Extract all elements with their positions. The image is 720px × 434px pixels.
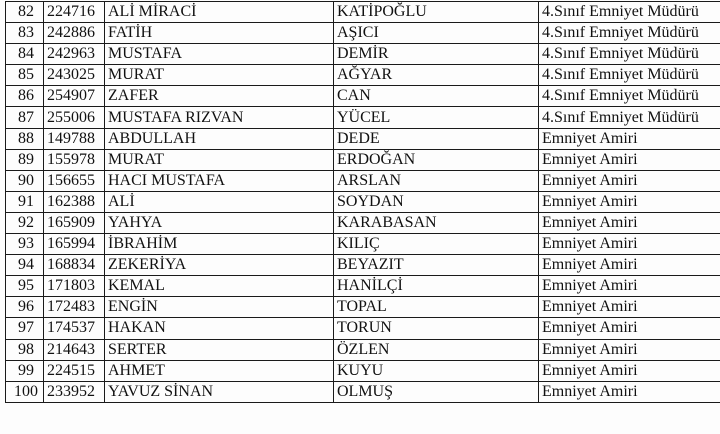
last-name-cell: KATİPOĞLU: [334, 2, 539, 23]
last-name-cell: YÜCEL: [334, 107, 539, 128]
last-name-cell: SOYDAN: [334, 191, 539, 212]
row-number-cell: 92: [6, 212, 44, 233]
rank-cell: 4.Sınıf Emniyet Müdürü: [539, 65, 720, 86]
table-row: [6, 318, 720, 339]
first-name-cell: İBRAHİM: [105, 234, 334, 255]
row-number-cell: 98: [6, 339, 44, 360]
rank-cell: Emniyet Amiri: [539, 234, 720, 255]
last-name-cell: DEMİR: [334, 44, 539, 65]
rank-cell: Emniyet Amiri: [539, 381, 720, 402]
first-name-cell: MUSTAFA RIZVAN: [105, 107, 334, 128]
table-row: [6, 297, 720, 318]
registry-number-cell: 255006: [44, 107, 105, 128]
table-row: [6, 339, 720, 360]
table-row: [6, 234, 720, 255]
first-name-cell: AHMET: [105, 360, 334, 381]
rank-cell: Emniyet Amiri: [539, 212, 720, 233]
table-row: [6, 360, 720, 381]
row-number-cell: 82: [6, 2, 44, 23]
table-row: [6, 191, 720, 212]
registry-number-cell: 165909: [44, 212, 105, 233]
first-name-cell: YAHYA: [105, 212, 334, 233]
last-name-cell: ARSLAN: [334, 170, 539, 191]
rank-cell: Emniyet Amiri: [539, 128, 720, 149]
last-name-cell: KARABASAN: [334, 212, 539, 233]
table-row: [6, 2, 720, 23]
last-name-cell: ÖZLEN: [334, 339, 539, 360]
registry-number-cell: 233952: [44, 381, 105, 402]
first-name-cell: MURAT: [105, 149, 334, 170]
rank-cell: 4.Sınıf Emniyet Müdürü: [539, 2, 720, 23]
registry-number-cell: 162388: [44, 191, 105, 212]
table-row: [6, 149, 720, 170]
last-name-cell: ERDOĞAN: [334, 149, 539, 170]
rank-cell: 4.Sınıf Emniyet Müdürü: [539, 44, 720, 65]
rank-cell: Emniyet Amiri: [539, 276, 720, 297]
row-number-cell: 94: [6, 255, 44, 276]
rank-cell: Emniyet Amiri: [539, 149, 720, 170]
row-number-cell: 87: [6, 107, 44, 128]
first-name-cell: ZAFER: [105, 86, 334, 107]
table-row: [6, 44, 720, 65]
row-number-cell: 97: [6, 318, 44, 339]
personnel-table: [5, 1, 720, 403]
first-name-cell: FATİH: [105, 23, 334, 44]
row-number-cell: 89: [6, 149, 44, 170]
registry-number-cell: 155978: [44, 149, 105, 170]
first-name-cell: YAVUZ SİNAN: [105, 381, 334, 402]
rank-cell: Emniyet Amiri: [539, 318, 720, 339]
registry-number-cell: 174537: [44, 318, 105, 339]
registry-number-cell: 242886: [44, 23, 105, 44]
row-number-cell: 100: [6, 381, 44, 402]
row-number-cell: 84: [6, 44, 44, 65]
table-row: [6, 255, 720, 276]
registry-number-cell: 214643: [44, 339, 105, 360]
registry-number-cell: 172483: [44, 297, 105, 318]
first-name-cell: ALİ: [105, 191, 334, 212]
row-number-cell: 90: [6, 170, 44, 191]
registry-number-cell: 171803: [44, 276, 105, 297]
row-number-cell: 85: [6, 65, 44, 86]
registry-number-cell: 156655: [44, 170, 105, 191]
first-name-cell: HACI MUSTAFA: [105, 170, 334, 191]
row-number-cell: 88: [6, 128, 44, 149]
table-row: [6, 128, 720, 149]
last-name-cell: TORUN: [334, 318, 539, 339]
last-name-cell: AŞICI: [334, 23, 539, 44]
registry-number-cell: 243025: [44, 65, 105, 86]
registry-number-cell: 224515: [44, 360, 105, 381]
row-number-cell: 99: [6, 360, 44, 381]
last-name-cell: DEDE: [334, 128, 539, 149]
row-number-cell: 86: [6, 86, 44, 107]
rank-cell: Emniyet Amiri: [539, 339, 720, 360]
first-name-cell: MURAT: [105, 65, 334, 86]
table-row: [6, 107, 720, 128]
first-name-cell: MUSTAFA: [105, 44, 334, 65]
registry-number-cell: 224716: [44, 2, 105, 23]
table-row: [6, 65, 720, 86]
table-row: [6, 23, 720, 44]
row-number-cell: 83: [6, 23, 44, 44]
table-row: [6, 86, 720, 107]
rank-cell: Emniyet Amiri: [539, 170, 720, 191]
first-name-cell: ABDULLAH: [105, 128, 334, 149]
table-row: [6, 212, 720, 233]
first-name-cell: ENGİN: [105, 297, 334, 318]
rank-cell: Emniyet Amiri: [539, 191, 720, 212]
table-row: [6, 170, 720, 191]
rank-cell: Emniyet Amiri: [539, 255, 720, 276]
registry-number-cell: 242963: [44, 44, 105, 65]
last-name-cell: AĞYAR: [334, 65, 539, 86]
rank-cell: Emniyet Amiri: [539, 360, 720, 381]
row-number-cell: 91: [6, 191, 44, 212]
table-row: [6, 381, 720, 402]
registry-number-cell: 165994: [44, 234, 105, 255]
last-name-cell: KILIÇ: [334, 234, 539, 255]
row-number-cell: 93: [6, 234, 44, 255]
first-name-cell: HAKAN: [105, 318, 334, 339]
last-name-cell: CAN: [334, 86, 539, 107]
first-name-cell: ALİ MİRACİ: [105, 2, 334, 23]
last-name-cell: OLMUŞ: [334, 381, 539, 402]
row-number-cell: 96: [6, 297, 44, 318]
registry-number-cell: 149788: [44, 128, 105, 149]
last-name-cell: TOPAL: [334, 297, 539, 318]
personnel-table-body: [6, 2, 720, 403]
registry-number-cell: 168834: [44, 255, 105, 276]
first-name-cell: ZEKERİYA: [105, 255, 334, 276]
last-name-cell: KUYU: [334, 360, 539, 381]
rank-cell: Emniyet Amiri: [539, 297, 720, 318]
rank-cell: 4.Sınıf Emniyet Müdürü: [539, 86, 720, 107]
first-name-cell: SERTER: [105, 339, 334, 360]
first-name-cell: KEMAL: [105, 276, 334, 297]
table-row: [6, 276, 720, 297]
row-number-cell: 95: [6, 276, 44, 297]
rank-cell: 4.Sınıf Emniyet Müdürü: [539, 107, 720, 128]
last-name-cell: HANİLÇİ: [334, 276, 539, 297]
registry-number-cell: 254907: [44, 86, 105, 107]
rank-cell: 4.Sınıf Emniyet Müdürü: [539, 23, 720, 44]
last-name-cell: BEYAZIT: [334, 255, 539, 276]
